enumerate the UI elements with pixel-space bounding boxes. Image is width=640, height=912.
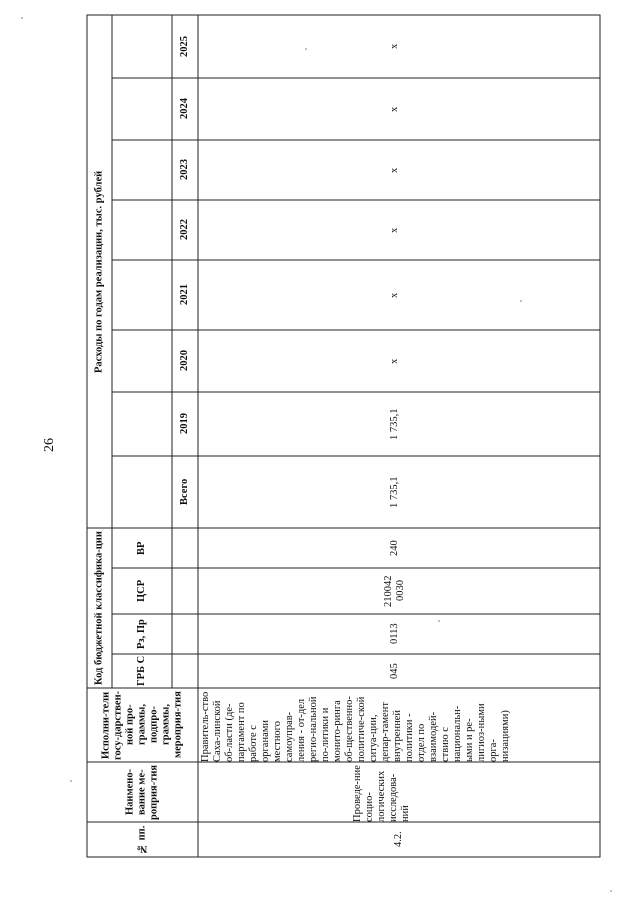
- header-expense-2020: 2020: [179, 350, 190, 372]
- row-2019: 1 735,1: [389, 408, 400, 440]
- scan-speck: [610, 890, 612, 892]
- row-csr: 210042 0030: [383, 575, 406, 607]
- row-total: 1 735,1: [389, 476, 400, 508]
- header-expense-group: Расходы по годам реализации, тыс. рублей: [93, 170, 105, 373]
- header-budget-vr: ВР: [136, 541, 147, 555]
- row-name: Проведе-ние социо-логических исследова-ний: [352, 765, 411, 822]
- row-2024: x: [389, 106, 400, 112]
- page-number: 26: [42, 438, 57, 452]
- header-expense-2025: 2025: [179, 36, 190, 57]
- header-expense-2023: 2023: [179, 159, 190, 181]
- header-budget-rzpr: Рз, Пр: [136, 619, 147, 649]
- header-budget-group: Код бюджетной классифика-ции: [93, 531, 105, 685]
- row-num: 4.2.: [393, 831, 404, 848]
- scan-speck: [21, 17, 23, 19]
- row-2020: x: [389, 358, 400, 364]
- scan-speck: [438, 620, 440, 622]
- row-grbs: 045: [389, 663, 400, 679]
- row-rzpr: 0113: [389, 623, 400, 645]
- header-col-name: Наимено-вание ме-роприя-тия: [124, 764, 160, 820]
- scan-speck: [520, 300, 522, 302]
- scan-speck: [70, 780, 72, 782]
- header-budget-grbs: ГРБ С: [136, 655, 147, 687]
- row-2022: x: [389, 227, 400, 233]
- row-2025: x: [389, 43, 400, 50]
- header-expense-2024: 2024: [179, 98, 190, 120]
- row-2021: x: [389, 292, 400, 298]
- header-expense-2019: 2019: [179, 413, 190, 435]
- row-2023: x: [389, 167, 400, 173]
- scan-speck: [305, 48, 307, 50]
- header-col-executor: Исполни-тели госу-дарствен-ной про-граммы, подпро-граммы, мероприя-тия: [100, 690, 184, 760]
- header-budget-csr: ЦСР: [136, 579, 147, 603]
- row-vr: 240: [389, 540, 400, 556]
- header-expense-total: Всего: [179, 478, 190, 506]
- header-col-num: № пп.: [136, 825, 148, 854]
- header-expense-2022: 2022: [179, 219, 190, 241]
- row-executor: Правитель-ство Саха-линской об-ласти (де-партамент по работе с органами местного самоуправ-ления - от-дел регио-нальной по-литики и монито-ринга об-щественно-политиче-ской ситуа-ции, депар-тамент внутренней политики - отдел по взаимодей-ствию с национальн-ыми и ре-лигиоз-ными орга-низациями): [200, 691, 511, 762]
- header-expense-2021: 2021: [179, 284, 190, 306]
